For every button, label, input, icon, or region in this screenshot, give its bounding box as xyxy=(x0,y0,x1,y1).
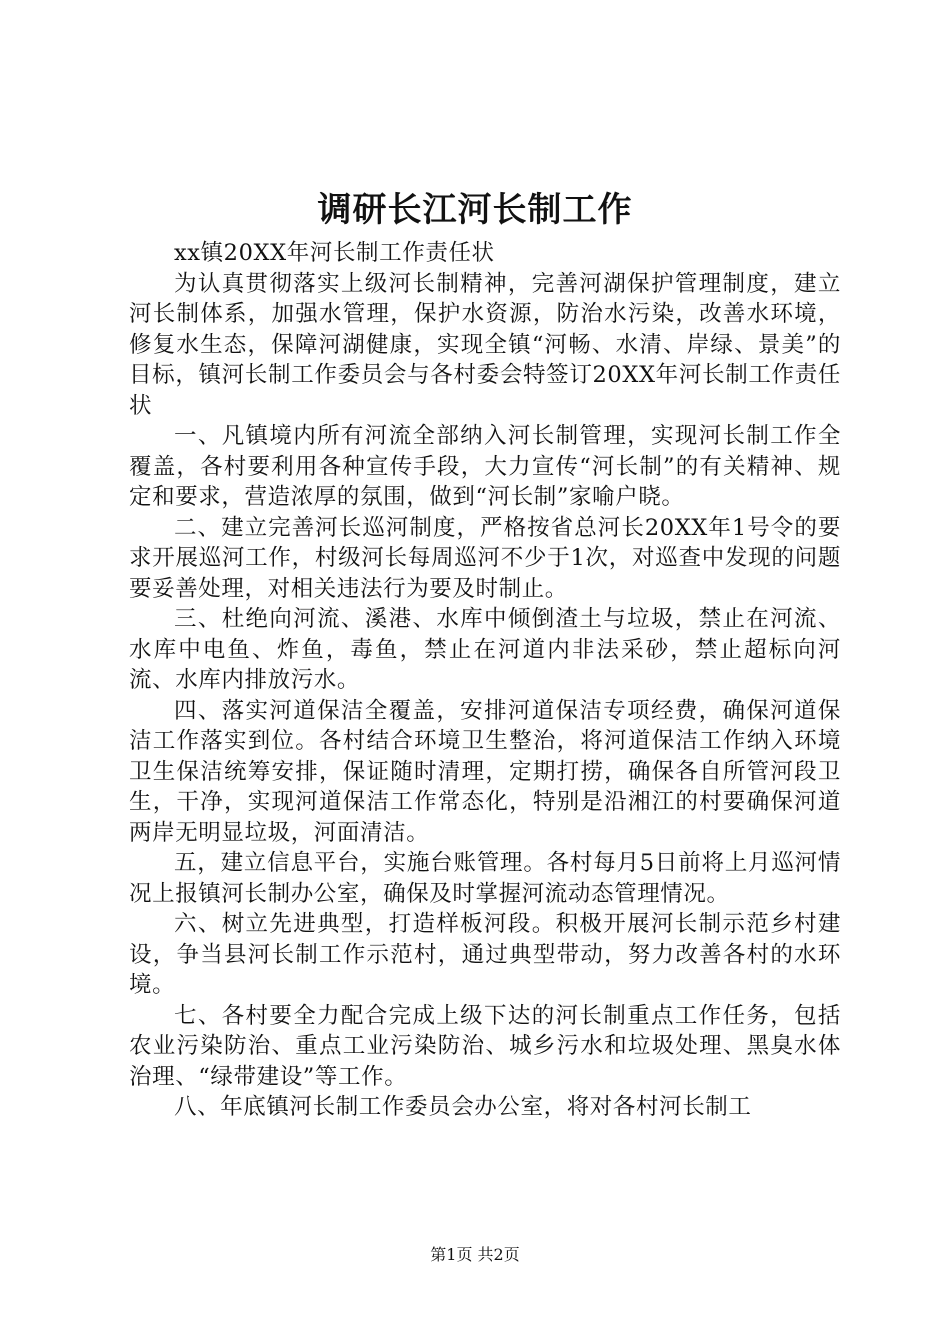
page-number-footer: 第1页 共2页 xyxy=(430,1245,520,1264)
paragraph-4: 四、落实河道保洁全覆盖，安排河道保洁专项经费，确保河道保洁工作落实到位。各村结合环境卫生整治，将河道保洁工作纳入环境卫生保洁统筹安排，保证随时清理，定期打捞，确保各自所管河段卫生，干净，实现河道保洁工作常态化，特别是沿湘江的村要确保河道两岸无明显垃圾，河面清洁。 xyxy=(129,697,841,846)
paragraph-5: 五，建立信息平台，实施台账管理。各村每月5日前将上月巡河情况上报镇河长制办公室，确保及时掌握河流动态管理情况。 xyxy=(129,850,841,907)
document-body xyxy=(129,238,841,1123)
document-title: 调研长江河长制工作 xyxy=(317,190,633,230)
paragraph-1: 一、凡镇境内所有河流全部纳入河长制管理，实现河长制工作全覆盖，各村要利用各种宣传手段，大力宣传“河长制”的有关精神、规定和要求，营造浓厚的氛围，做到“河长制”家喻户晓。 xyxy=(129,423,841,510)
paragraph-3: 三、杜绝向河流、溪港、水库中倾倒渣土与垃圾，禁止在河流、水库中电鱼、炸鱼，毒鱼，禁止在河道内非法采砂，禁止超标向河流、水库内排放污水。 xyxy=(129,606,841,693)
paragraph-6: 六、树立先进典型，打造样板河段。积极开展河长制示范乡村建设，争当县河长制工作示范村，通过典型带动，努力改善各村的水环境。 xyxy=(129,911,841,998)
paragraph-7: 七、各村要全力配合完成上级下达的河长制重点工作任务，包括农业污染防治、重点工业污染防治、城乡污水和垃圾处理、黑臭水体治理、“绿带建设”等工作。 xyxy=(129,1002,841,1090)
document-subtitle: xx镇20XX年河长制工作责任状 xyxy=(174,240,495,266)
paragraph-intro: 为认真贯彻落实上级河长制精神，完善河湖保护管理制度，建立河长制体系，加强水管理，保护水资源，防治水污染，改善水环境，修复水生态，保障河湖健康，实现全镇“河畅、水清、岸绿、景美”的目标，镇河长制工作委员会与各村委会特签订20XX年河长制工作责任状 xyxy=(129,270,841,419)
paragraph-8: 八、年底镇河长制工作委员会办公室，将对各村河长制工 xyxy=(174,1094,752,1120)
paragraph-2: 二、建立完善河长巡河制度，严格按省总河长20XX年1号令的要求开展巡河工作，村级河长每周巡河不少于1次，对巡查中发现的问题要妥善处理，对相关违法行为要及时制止。 xyxy=(129,514,841,602)
